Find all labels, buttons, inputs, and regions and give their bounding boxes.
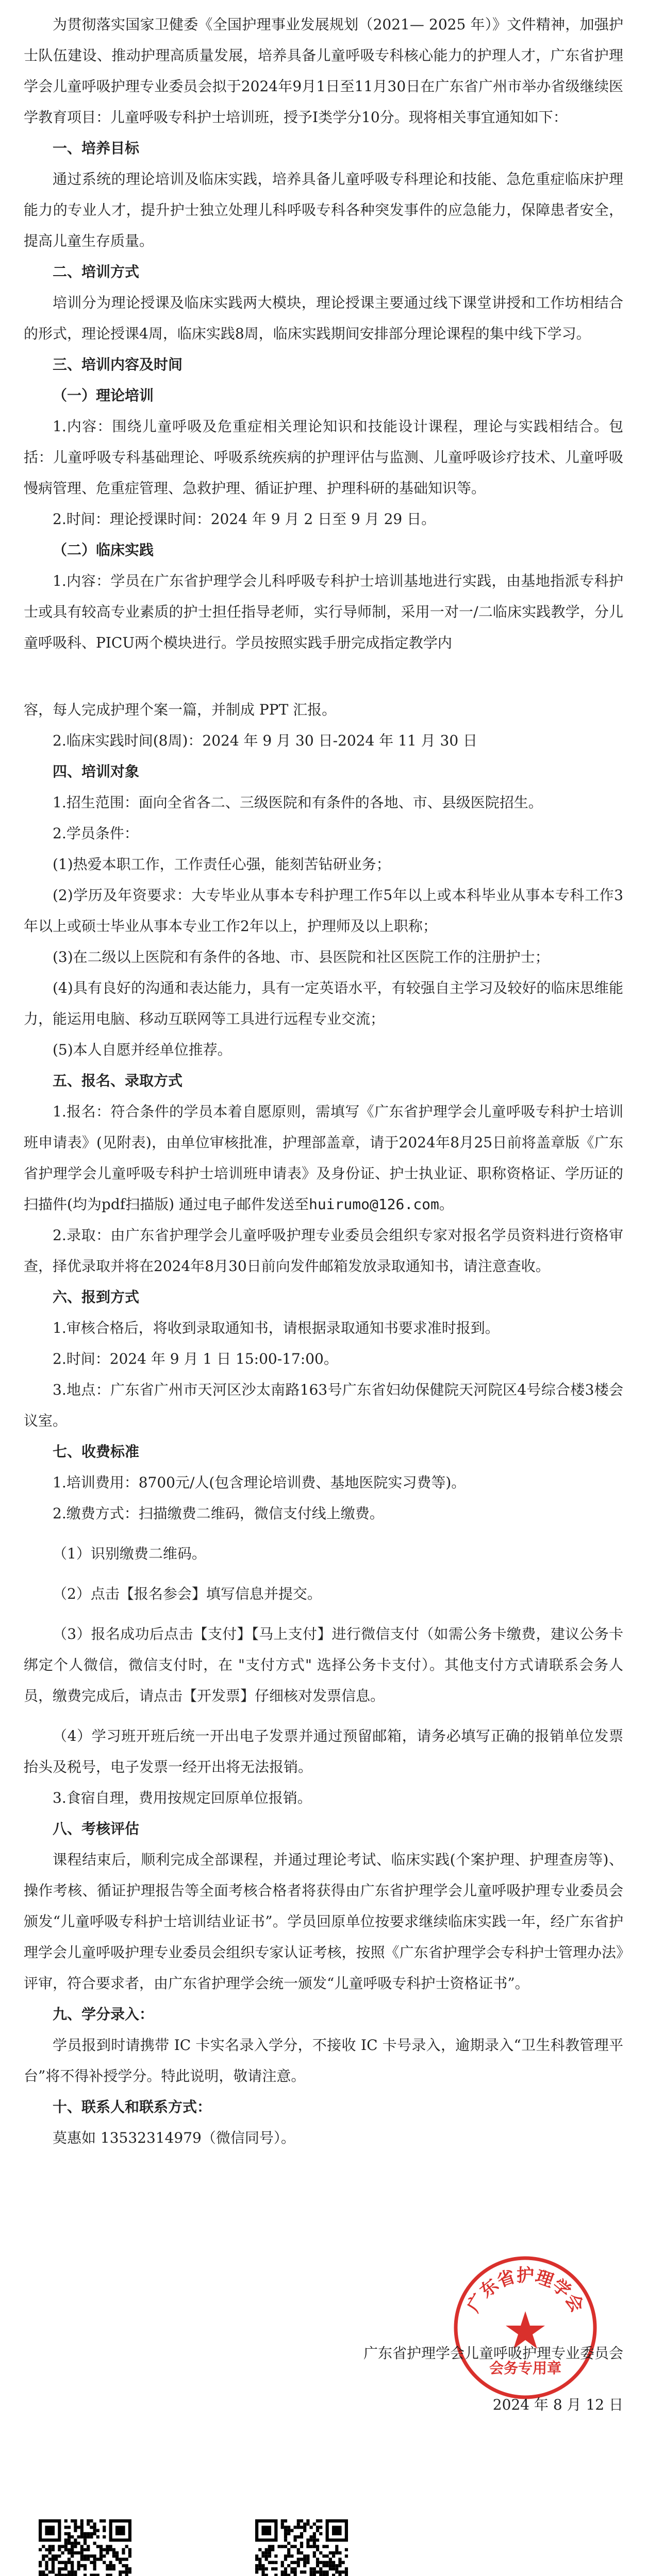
signature-block	[262, 2265, 623, 2451]
section-7-payment-step-4: （4）学习班开班后统一开出电子发票并通过预留邮箱，请务必填写正确的报销单位发票抬头及税号，电子发票一经开出将无法报销。	[24, 1727, 623, 1775]
section-5-title: 五、报名、录取方式	[53, 1072, 183, 1089]
payment-qr-block	[237, 2519, 366, 2576]
section-7-payment-step-1: （1）识别缴费二维码。	[53, 1545, 206, 1562]
section-4-condition-5: (5)本人自愿并经单位推荐。	[53, 1041, 232, 1058]
section-9-body: 学员报到时请携带 IC 卡实名录入学分，不接收 IC 卡号录入，逾期录入“卫生科教管理平台”将不得补授学分。特此说明，敬请注意。	[24, 2037, 623, 2084]
section-4-condition-2: (2)学历及年资要求：大专毕业从事本专科护理工作5年以上或本科毕业从事本专科工作3年以上或硕士毕业从事本专业工作2年以上，护理师及以上职称；	[24, 887, 623, 935]
section-7-fee: 1.培训费用：8700元/人(包含理论培训费、基地医院实习费等)。	[53, 1474, 466, 1491]
section-3-sub1-title: （一）理论培训	[53, 387, 154, 404]
notice-body	[24, 9, 623, 2154]
section-4-condition-1: (1)热爱本职工作，工作责任心强，能刻苦钻研业务；	[53, 856, 391, 873]
section-7-payment-step-3: （3）报名成功后点击【支付】【马上支付】进行微信支付（如需公务卡缴费，建议公务卡绑定个人微信，微信支付时，在 "支付方式" 选择公务卡支付）。其他支付方式请联系会务人员，缴费完成后，请点击【开发票】仔细核对发票信息。	[24, 1625, 623, 1704]
section-7-title: 七、收费标准	[53, 1443, 140, 1460]
section-4-scope: 1.招生范围：面向全省各二、三级医院和有条件的各地、市、县级医院招生。	[53, 794, 543, 811]
section-8-body: 课程结束后，顺利完成全部课程，并通过理论考试、临床实践(个案护理、护理查房等)、操作考核、循证护理报告等全面考核合格者将获得由广东省护理学会儿童呼吸护理专业委员会颁发“儿童呼吸专科护士培训结业证书”。学员回原单位按要求继续临床实践一年，经广东省护理学会儿童呼吸护理专业委员会组织专家认证考核，按照《广东省护理学会专科护士管理办法》评审，符合要求者，由广东省护理学会统一颁发“儿童呼吸专科护士资格证书”。	[24, 1851, 623, 1992]
section-4-conditions: 2.学员条件：	[53, 825, 139, 842]
section-7-payment-step-2: （2）点击【报名参会】填写信息并提交。	[53, 1585, 322, 1602]
section-5-registration	[24, 1096, 623, 1220]
section-3-sub2-content-a: 1.内容：学员在广东省护理学会儿科呼吸专科护士培训基地进行实践，由基地指派专科护士或具有较高专业素质的护士担任指导老师，实行导师制，采用一对一/二临床实践教学，分儿童呼吸科、PICU两个模块进行。学员按照实践手册完成指定教学内	[24, 572, 623, 651]
section-2-title: 二、培训方式	[53, 263, 140, 280]
section-3-sub1-time: 2.时间：理论授课时间：2024 年 9 月 2 日至 9 月 29 日。	[53, 511, 436, 528]
section-6-time: 2.时间：2024 年 9 月 1 日 15:00-17:00。	[53, 1350, 338, 1367]
section-7-payment: 2.缴费方式：扫描缴费二维码，微信支付线上缴费。	[53, 1505, 384, 1522]
official-seal-icon	[448, 2250, 603, 2405]
seal-arc-text: 广东省护理学会	[463, 2265, 588, 2316]
section-5-admission: 2.录取：由广东省护理学会儿童呼吸护理专业委员会组织专家对报名学员资料进行资格审查，择优录取并将在2024年8月30日前向发件邮箱发放录取通知书，请注意查收。	[24, 1227, 623, 1275]
registration-qr-code-icon[interactable]	[39, 2519, 131, 2576]
section-7-accommodation: 3.食宿自理，费用按规定回原单位报销。	[53, 1789, 312, 1806]
section-3-sub2-time: 2.临床实践时间(8周)：2024 年 9 月 30 日-2024 年 11 月 30 日	[53, 732, 478, 749]
section-2-body: 培训分为理论授课及临床实践两大模块，理论授课主要通过线下课堂讲授和工作坊相结合的形式，理论授课4周，临床实践8周，临床实践期间安排部分理论课程的集中线下学习。	[24, 294, 623, 342]
section-6-step-1: 1.审核合格后，将收到录取通知书，请根据录取通知书要求准时报到。	[53, 1319, 500, 1336]
signature-date: 2024 年 8 月 12 日	[492, 2396, 623, 2413]
contact-email[interactable]: huirumo@126.com。	[308, 1196, 454, 1213]
section-3-title: 三、培训内容及时间	[53, 356, 183, 373]
section-6-location: 3.地点：广东省广州市天河区沙太南路163号广东省妇幼保健院天河院区4号综合楼3楼会议室。	[24, 1381, 623, 1429]
contact-person: 莫惠如 13532314979（微信同号）。	[53, 2129, 295, 2146]
section-4-title: 四、培训对象	[53, 763, 140, 780]
intro-paragraph: 为贯彻落实国家卫健委《全国护理事业发展规划（2021— 2025 年）》文件精神，加强护士队伍建设、推动护理高质量发展，培养具备儿童呼吸专科核心能力的护理人才，广东省护理学会儿童呼吸护理专业委员会拟于2024年9月1日至11月30日在广东省广州市举办省级继续医学教育项目：儿童呼吸专科护士培训班，授予I类学分10分。现将相关事宜通知如下：	[24, 16, 623, 126]
registration-qr-block	[21, 2519, 150, 2576]
section-10-title: 十、联系人和联系方式：	[53, 2098, 212, 2115]
section-1-body: 通过系统的理论培训及临床实践，培养具备儿童呼吸专科理论和技能、急危重症临床护理能力的专业人才，提升护士独立处理儿科呼吸专科各种突发事件的应急能力，保障患者安全，提高儿童生存质量。	[24, 171, 623, 249]
page-break-gap	[24, 658, 623, 694]
section-4-condition-4: (4)具有良好的沟通和表达能力，具有一定英语水平，有较强自主学习及较好的临床思维能力，能运用电脑、移动互联网等工具进行远程专业交流；	[24, 979, 623, 1027]
section-3-sub1-content: 1.内容：围绕儿童呼吸及危重症相关理论知识和技能设计课程，理论与实践相结合。包括：儿童呼吸专科基础理论、呼吸系统疾病的护理评估与监测、儿童呼吸诊疗技术、儿童呼吸慢病管理、危重症管理、急救护理、循证护理、护理科研的基础知识等。	[24, 418, 623, 497]
section-8-title: 八、考核评估	[53, 1820, 140, 1837]
section-3-sub2-title: （二）临床实践	[53, 541, 154, 558]
signature-organization: 广东省护理学会儿童呼吸护理专业委员会	[363, 2345, 623, 2362]
section-4-condition-3: (3)在二级以上医院和有条件的各地、市、县医院和社区医院工作的注册护士；	[53, 948, 550, 965]
payment-qr-code-icon[interactable]	[255, 2519, 348, 2576]
section-3-sub2-content-b: 容，每人完成护理个案一篇，并制成 PPT 汇报。	[24, 701, 337, 718]
section-6-title: 六、报到方式	[53, 1289, 140, 1306]
seal-sub-text: 会务专用章	[489, 2360, 562, 2377]
section-1-title: 一、培养目标	[53, 140, 140, 157]
section-5-registration-text: 1.报名：符合条件的学员本着自愿原则，需填写《广东省护理学会儿童呼吸专科护士培训班申请表》(见附表)，由单位审核批准，护理部盖章，请于2024年8月25日前将盖章版《广东省护理学会儿童呼吸专科护士培训班申请表》及身份证、护士执业证、职称资格证、学历证的扫描件(均为pdf扫描版) 通过电子邮件发送至	[24, 1103, 623, 1213]
section-9-title: 九、学分录入：	[53, 2006, 154, 2023]
